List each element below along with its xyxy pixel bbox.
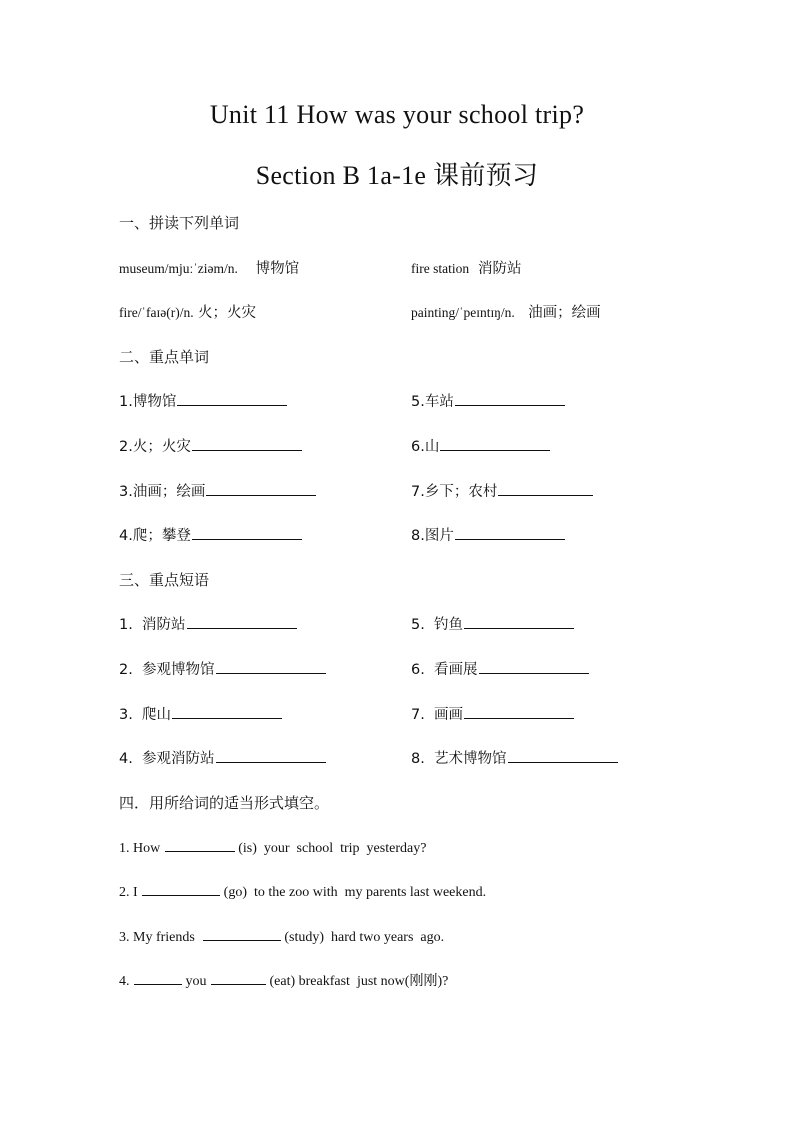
answer-blank[interactable]: [440, 436, 550, 451]
word-phonetic: painting/ˈpeɪntɪŋ/n.: [411, 305, 515, 320]
word-phonetic: fire/ˈfaɪə(r)/n.: [119, 305, 194, 320]
answer-blank[interactable]: [464, 614, 574, 629]
phrase-item: [119, 747, 326, 768]
phrase-label: 2. 参观博物馆: [119, 662, 215, 678]
sentence-text: (study) hard two years ago.: [284, 930, 445, 945]
fill-sentence: [119, 837, 426, 857]
vocab-item: [411, 480, 593, 501]
phrase-label: 6. 看画展: [411, 662, 478, 678]
phrase-item: [119, 658, 326, 679]
phrase-item: [411, 613, 574, 634]
answer-blank[interactable]: [172, 704, 282, 719]
vocab-item: [119, 435, 302, 456]
answer-blank[interactable]: [142, 881, 220, 896]
word-meaning: 油画；绘画: [528, 305, 601, 321]
answer-blank[interactable]: [211, 970, 266, 985]
phrase-label: 1. 消防站: [119, 617, 186, 633]
word-meaning: 消防站: [478, 261, 522, 277]
sentence-text: )?: [437, 974, 449, 989]
unit-title: Unit 11 How was your school trip?: [209, 100, 585, 129]
answer-blank[interactable]: [192, 525, 302, 540]
answer-blank[interactable]: [203, 926, 281, 941]
sentence-gloss: 刚刚: [409, 973, 438, 989]
answer-blank[interactable]: [455, 525, 565, 540]
phrase-item: [119, 613, 297, 634]
sentence-text: (go) to the zoo with my parents last weekend.: [223, 885, 487, 900]
word-painting: [411, 301, 601, 322]
vocab-label: 8.图片: [411, 528, 454, 544]
word-phonetic: museum/mjuːˈziəm/n.: [119, 261, 238, 276]
section2-heading: 二、重点单词: [119, 348, 210, 366]
word-meaning: 博物馆: [255, 261, 300, 277]
vocab-item: [411, 435, 550, 456]
sentence-text: 2. I: [119, 885, 138, 900]
answer-blank[interactable]: [464, 704, 574, 719]
answer-blank[interactable]: [216, 659, 326, 674]
sentence-text: 4.: [119, 974, 130, 989]
word-fire-station: [411, 257, 522, 278]
answer-blank[interactable]: [192, 436, 302, 451]
word-museum: [119, 257, 299, 278]
vocab-item: [411, 524, 565, 545]
vocab-label: 5.车站: [411, 394, 454, 410]
vocab-item: [119, 480, 316, 501]
answer-blank[interactable]: [455, 391, 565, 406]
sentence-text: (is) your school trip yesterday?: [238, 841, 427, 856]
fill-sentence: [119, 970, 448, 990]
answer-blank[interactable]: [479, 659, 589, 674]
fill-sentence: [119, 926, 444, 946]
vocab-label: 6.山: [411, 439, 440, 455]
phrase-label: 8. 艺术博物馆: [411, 751, 507, 767]
phrase-label: 3. 爬山: [119, 707, 172, 723]
phrase-label: 7. 画画: [411, 707, 464, 723]
vocab-item: [411, 390, 565, 411]
phrase-item: [411, 747, 618, 768]
section3-heading: 三、重点短语: [119, 571, 210, 589]
sentence-text: (eat) breakfast just now(: [269, 974, 410, 989]
vocab-label: 4.爬；攀登: [119, 528, 191, 544]
phrase-item: [119, 703, 282, 724]
sentence-text: you: [185, 974, 207, 989]
section-title: Section B 1a-1e 课前预习: [255, 161, 539, 190]
vocab-item: [119, 524, 302, 545]
answer-blank[interactable]: [134, 970, 182, 985]
vocab-label: 2.火；火灾: [119, 439, 191, 455]
answer-blank[interactable]: [206, 481, 316, 496]
word-meaning: 火；火灾: [198, 305, 257, 321]
vocab-label: 7.乡下；农村: [411, 484, 498, 500]
answer-blank[interactable]: [498, 481, 593, 496]
answer-blank[interactable]: [216, 748, 326, 763]
phrase-label: 4. 参观消防站: [119, 751, 215, 767]
sentence-text: 1. How: [119, 841, 161, 856]
fill-sentence: [119, 881, 486, 901]
vocab-item: [119, 390, 287, 411]
vocab-label: 1.博物馆: [119, 394, 177, 410]
phrase-item: [411, 658, 589, 679]
word-fire: [119, 301, 256, 322]
answer-blank[interactable]: [187, 614, 297, 629]
answer-blank[interactable]: [177, 391, 287, 406]
phrase-label: 5. 钓鱼: [411, 617, 464, 633]
word-phonetic: fire station: [411, 261, 470, 276]
sentence-text: 3. My friends: [119, 930, 199, 945]
answer-blank[interactable]: [508, 748, 618, 763]
answer-blank[interactable]: [165, 837, 235, 852]
phrase-item: [411, 703, 574, 724]
vocab-label: 3.油画；绘画: [119, 484, 206, 500]
section1-heading: 一、拼读下列单词: [119, 214, 240, 232]
section4-heading: 四．用所给词的适当形式填空。: [119, 794, 330, 812]
